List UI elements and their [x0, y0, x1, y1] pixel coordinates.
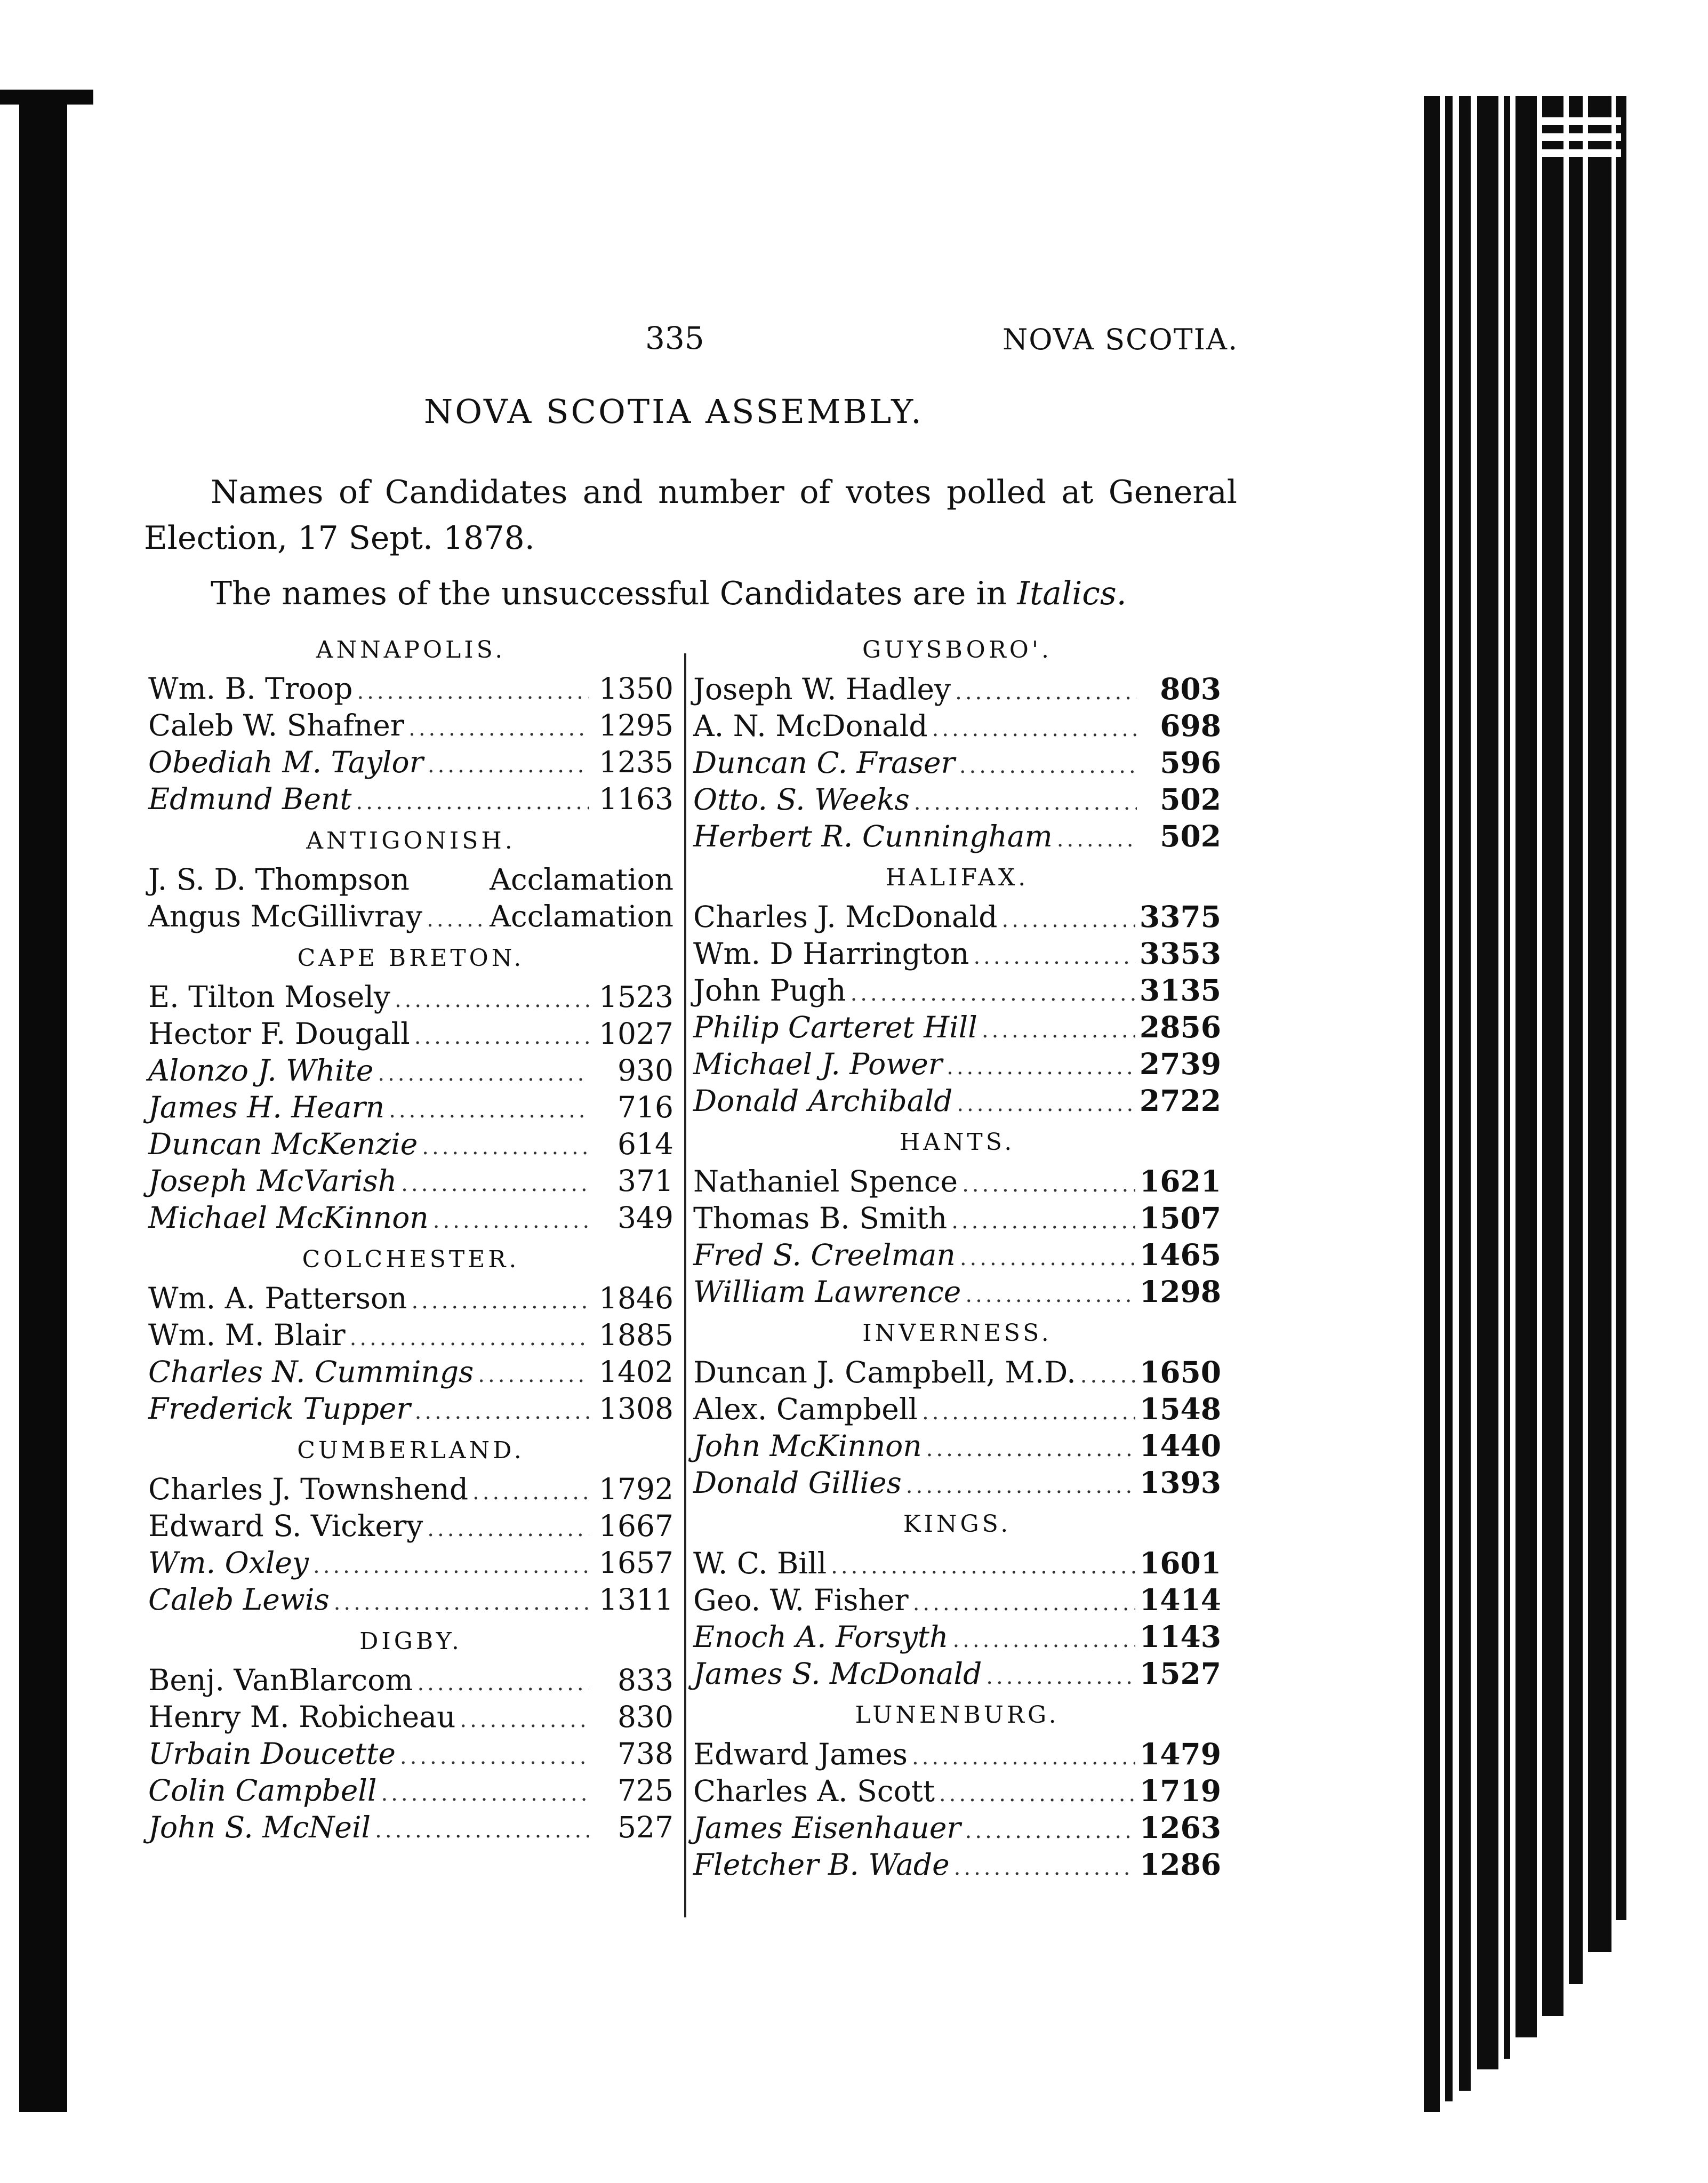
leader-dots	[913, 1585, 1135, 1622]
vote-count: 1667	[599, 1509, 673, 1543]
vote-count: 1548	[1139, 1392, 1221, 1426]
right-column	[693, 632, 1221, 1888]
candidate-row	[148, 1662, 673, 1699]
italics-note-prefix: The names of the unsuccessful Candidates are in	[211, 575, 1007, 612]
candidate-name: Benj. VanBlarcom	[148, 1663, 413, 1697]
leader-dots	[955, 674, 1137, 711]
leader-dots	[472, 1474, 589, 1511]
county-section	[148, 1242, 673, 1427]
candidate-row	[148, 707, 673, 744]
candidate-name: Donald Gillies	[693, 1466, 902, 1500]
candidate-name: Wm. B. Troop	[148, 671, 353, 706]
candidate-row	[693, 1581, 1221, 1618]
vote-count: 3353	[1139, 936, 1221, 971]
county-section	[148, 823, 673, 935]
candidate-name: Fletcher B. Wade	[693, 1848, 950, 1882]
county-heading: GUYSBORO'.	[862, 636, 1052, 663]
candidate-name: Colin Campbell	[148, 1773, 377, 1808]
leader-dots	[906, 1468, 1135, 1505]
candidate-name: W. C. Bill	[693, 1546, 827, 1580]
candidate-row	[693, 972, 1221, 1009]
vote-count: 502	[1160, 782, 1221, 817]
candidate-name: James S. McDonald	[693, 1657, 982, 1691]
candidate-row	[693, 1163, 1221, 1200]
candidate-name: John S. McNeil	[148, 1810, 371, 1844]
vote-count: 1235	[599, 745, 673, 779]
vote-count: 1263	[1139, 1810, 1221, 1845]
leader-dots	[411, 1283, 589, 1320]
candidate-row	[148, 1163, 673, 1200]
candidate-row	[693, 1354, 1221, 1390]
candidate-row	[148, 1471, 673, 1508]
candidate-row	[148, 744, 673, 781]
page-edge-stack	[1418, 96, 1642, 2123]
italics-note	[144, 571, 1237, 617]
candidate-row	[693, 1772, 1221, 1809]
candidate-name: Duncan J. Campbell, M.D.	[693, 1355, 1076, 1389]
vote-count: 930	[618, 1053, 673, 1087]
candidate-row	[693, 1464, 1221, 1501]
leader-dots	[401, 1166, 589, 1203]
leader-dots	[417, 1665, 589, 1702]
candidate-row	[148, 861, 673, 898]
vote-count: 830	[618, 1700, 673, 1734]
leader-dots	[460, 1702, 589, 1739]
candidate-name: Charles A. Scott	[693, 1774, 935, 1808]
leader-dots	[1002, 902, 1135, 939]
vote-count: 1414	[1139, 1582, 1221, 1617]
county-section	[148, 1433, 673, 1618]
candidate-row	[148, 670, 673, 707]
candidate-name: Duncan McKenzie	[148, 1127, 418, 1161]
leader-dots	[356, 784, 589, 821]
candidate-row	[148, 1354, 673, 1390]
vote-count: 1507	[1139, 1201, 1221, 1235]
candidate-row	[148, 1581, 673, 1618]
vote-count: 1402	[599, 1355, 673, 1389]
vote-count: 371	[618, 1164, 673, 1198]
county-heading: CUMBERLAND.	[297, 1437, 525, 1464]
candidate-row	[148, 1772, 673, 1809]
candidate-row	[693, 818, 1221, 854]
candidate-name: John McKinnon	[693, 1429, 922, 1463]
vote-count: 527	[618, 1810, 673, 1844]
candidate-name: Wm. Oxley	[148, 1546, 309, 1580]
leader-dots	[982, 1012, 1135, 1049]
vote-count: 698	[1160, 708, 1221, 743]
candidate-row	[148, 1126, 673, 1163]
candidate-row	[693, 781, 1221, 818]
candidate-name: A. N. McDonald	[693, 709, 928, 743]
candidate-name: Joseph W. Hadley	[693, 672, 951, 706]
leader-dots	[926, 1431, 1135, 1468]
candidate-row	[693, 1846, 1221, 1883]
vote-count: 1650	[1139, 1355, 1221, 1389]
leader-dots	[422, 1129, 589, 1166]
vote-count: 1163	[599, 782, 673, 816]
vote-count: 1027	[599, 1017, 673, 1051]
leader-dots	[922, 1394, 1135, 1431]
vote-count: 1527	[1139, 1656, 1221, 1691]
vote-count: 1846	[599, 1281, 673, 1315]
vote-count: Acclamation	[490, 862, 673, 897]
candidate-row	[148, 1809, 673, 1846]
running-head: NOVA SCOTIA.	[1003, 323, 1239, 356]
leader-dots	[986, 1659, 1135, 1696]
candidate-row	[693, 1009, 1221, 1045]
leader-dots	[912, 1739, 1135, 1776]
candidate-name: Duncan C. Fraser	[693, 746, 955, 780]
vote-count: 502	[1160, 819, 1221, 853]
candidate-row	[693, 1390, 1221, 1427]
candidate-row	[693, 744, 1221, 781]
italics-note-word: Italics.	[1017, 575, 1127, 612]
leader-dots	[831, 1548, 1135, 1585]
candidate-name: Herbert R. Cunningham	[693, 819, 1053, 853]
candidate-name: Edmund Bent	[148, 782, 352, 816]
candidate-row	[148, 1015, 673, 1052]
leader-dots	[973, 939, 1135, 975]
vote-count: 1523	[599, 980, 673, 1014]
candidate-row	[693, 1427, 1221, 1464]
county-section	[148, 1624, 673, 1846]
candidate-row	[148, 898, 673, 935]
page-number: 335	[645, 320, 704, 356]
leader-dots	[350, 1320, 589, 1357]
candidate-row	[148, 979, 673, 1015]
vote-count: 2722	[1139, 1083, 1221, 1118]
candidate-row	[148, 1508, 673, 1545]
left-column	[148, 632, 673, 1851]
county-heading: INVERNESS.	[862, 1320, 1052, 1347]
leader-dots	[408, 710, 589, 747]
vote-count: 2856	[1139, 1010, 1221, 1044]
candidate-name: Donald Archibald	[693, 1084, 953, 1118]
candidate-name: Urbain Doucette	[148, 1737, 396, 1771]
leader-dots	[1057, 821, 1137, 858]
leader-dots	[357, 674, 589, 710]
candidate-name: Caleb Lewis	[148, 1582, 330, 1617]
leader-dots	[433, 1203, 589, 1240]
candidate-row	[693, 935, 1221, 972]
leader-dots	[428, 747, 589, 784]
leader-dots	[914, 785, 1137, 821]
candidate-row	[693, 1236, 1221, 1273]
vote-count: 1479	[1139, 1737, 1221, 1771]
county-section	[693, 1315, 1221, 1501]
vote-count: 1601	[1139, 1546, 1221, 1580]
vote-count: 725	[618, 1773, 673, 1808]
county-heading: HALIFAX.	[885, 864, 1029, 891]
candidate-name: Henry M. Robicheau	[148, 1700, 456, 1734]
candidate-name: Wm. D Harrington	[693, 937, 969, 971]
leader-dots	[959, 748, 1137, 785]
vote-count: 1885	[599, 1318, 673, 1352]
county-section	[693, 632, 1221, 854]
candidate-name: Michael McKinnon	[148, 1201, 429, 1235]
leader-dots	[962, 1166, 1135, 1203]
candidate-name: Edward James	[693, 1737, 908, 1771]
candidate-row	[148, 1390, 673, 1427]
leader-dots	[395, 982, 589, 1019]
candidate-name: Alex. Campbell	[693, 1392, 918, 1426]
candidate-row	[148, 1280, 673, 1317]
candidate-name: Otto. S. Weeks	[693, 782, 910, 817]
candidate-name: Joseph McVarish	[148, 1164, 397, 1198]
leader-dots	[389, 1092, 589, 1129]
vote-count: 1298	[1139, 1274, 1221, 1309]
candidate-name: Wm. A. Patterson	[148, 1281, 407, 1315]
leader-dots	[952, 1622, 1135, 1659]
vote-count: 1621	[1139, 1164, 1221, 1198]
leader-dots	[951, 1203, 1135, 1240]
county-section	[148, 632, 673, 818]
vote-count: 1465	[1139, 1237, 1221, 1272]
candidate-row	[693, 1736, 1221, 1772]
candidate-name: E. Tilton Mosely	[148, 980, 390, 1014]
leader-dots	[381, 1776, 589, 1812]
county-section	[693, 1506, 1221, 1692]
candidate-name: Angus McGillivray	[148, 899, 423, 933]
vote-count: 1311	[599, 1582, 673, 1617]
leader-dots	[932, 711, 1137, 748]
candidate-name: John Pugh	[693, 973, 846, 1007]
vote-count: 803	[1160, 671, 1221, 706]
leader-dots	[313, 1548, 589, 1585]
candidate-name: William Lawrence	[693, 1275, 961, 1309]
leader-dots	[965, 1813, 1135, 1850]
candidate-name: Alonzo J. White	[148, 1053, 374, 1087]
candidate-name: Enoch A. Forsyth	[693, 1620, 949, 1654]
leader-dots	[954, 1850, 1135, 1886]
vote-count: 1143	[1139, 1619, 1221, 1654]
leader-dots	[415, 1394, 589, 1430]
leader-dots	[957, 1086, 1135, 1123]
candidate-row	[693, 1082, 1221, 1119]
candidate-name: Charles J. McDonald	[693, 900, 998, 934]
candidate-row	[148, 1052, 673, 1089]
vote-count: 1792	[599, 1472, 673, 1506]
county-section	[148, 940, 673, 1236]
candidate-row	[693, 1655, 1221, 1692]
candidate-name: Michael J. Power	[693, 1047, 943, 1081]
vote-count: 1657	[599, 1546, 673, 1580]
page-title: NOVA SCOTIA ASSEMBLY.	[424, 392, 924, 431]
candidate-name: Hector F. Dougall	[148, 1017, 410, 1051]
candidate-name: Charles J. Townshend	[148, 1472, 469, 1506]
leader-dots	[947, 1049, 1135, 1086]
book-spine	[19, 96, 67, 2112]
county-heading: COLCHESTER.	[302, 1246, 520, 1273]
candidate-name: Caleb W. Shafner	[148, 708, 405, 742]
candidate-row	[148, 1089, 673, 1126]
vote-count: 349	[618, 1201, 673, 1235]
leader-dots	[939, 1776, 1135, 1813]
candidate-row	[693, 1273, 1221, 1310]
leader-dots	[427, 1511, 589, 1548]
candidate-row	[693, 1809, 1221, 1846]
leader-dots	[965, 1277, 1135, 1314]
candidate-name: J. S. D. Thompson	[148, 862, 410, 897]
leader-dots	[851, 975, 1135, 1012]
vote-count: 1350	[599, 671, 673, 706]
vote-count: 738	[618, 1737, 673, 1771]
vote-count: 3135	[1139, 973, 1221, 1007]
county-section	[693, 1697, 1221, 1883]
candidate-row	[693, 1618, 1221, 1655]
intro-text	[144, 469, 1237, 617]
candidate-name: James Eisenhauer	[693, 1811, 961, 1845]
leader-dots	[400, 1739, 589, 1776]
candidate-row	[693, 670, 1221, 707]
candidate-row	[693, 898, 1221, 935]
leader-dots	[427, 901, 485, 938]
county-heading: HANTS.	[899, 1129, 1015, 1156]
vote-count: 1440	[1139, 1428, 1221, 1463]
vote-count: 1719	[1139, 1773, 1221, 1808]
candidate-name: Charles N. Cummings	[148, 1355, 474, 1389]
candidate-row	[693, 1045, 1221, 1082]
vote-count: 1295	[599, 708, 673, 742]
vote-count: 3375	[1139, 899, 1221, 934]
county-heading: ANTIGONISH.	[306, 827, 516, 854]
column-rule	[684, 653, 686, 1917]
leader-dots	[334, 1585, 589, 1621]
candidate-row	[148, 1699, 673, 1736]
leader-dots	[960, 1240, 1135, 1277]
intro-line: Names of Candidates and number of votes polled at General Election, 17 Sept. 1878.	[144, 474, 1237, 557]
candidate-row	[148, 1317, 673, 1354]
candidate-row	[693, 707, 1221, 744]
vote-count: 1286	[1139, 1847, 1221, 1882]
candidate-name: Philip Carteret Hill	[693, 1010, 977, 1044]
candidate-name: Frederick Tupper	[148, 1392, 411, 1426]
leader-dots	[1080, 1357, 1135, 1394]
vote-count: 833	[618, 1663, 673, 1697]
vote-count: 1393	[1139, 1465, 1221, 1500]
candidate-name: Edward S. Vickery	[148, 1509, 423, 1543]
vote-count: 614	[618, 1127, 673, 1161]
leader-dots	[414, 1019, 589, 1055]
candidate-name: Fred S. Creelman	[693, 1238, 956, 1272]
candidate-row	[148, 1736, 673, 1772]
candidate-row	[148, 781, 673, 818]
candidate-row	[148, 1545, 673, 1581]
vote-count: 716	[618, 1090, 673, 1124]
county-heading: ANNAPOLIS.	[316, 636, 506, 663]
candidate-name: Wm. M. Blair	[148, 1318, 346, 1352]
candidate-row	[148, 1200, 673, 1236]
candidate-name: Geo. W. Fisher	[693, 1583, 909, 1617]
candidate-row	[693, 1200, 1221, 1236]
vote-count: 1308	[599, 1392, 673, 1426]
leader-dots	[375, 1812, 589, 1849]
candidate-name: Nathaniel Spence	[693, 1164, 958, 1198]
county-heading: KINGS.	[903, 1510, 1012, 1538]
candidate-name: James H. Hearn	[148, 1090, 385, 1124]
candidate-row	[693, 1545, 1221, 1581]
county-section	[693, 1124, 1221, 1310]
county-heading: DIGBY.	[359, 1628, 462, 1655]
leader-dots	[378, 1055, 589, 1092]
leader-dots	[478, 1357, 589, 1394]
candidate-name: Obediah M. Taylor	[148, 745, 423, 779]
vote-count: 2739	[1139, 1046, 1221, 1081]
county-heading: CAPE BRETON.	[297, 945, 525, 972]
county-section	[693, 860, 1221, 1119]
county-heading: LUNENBURG.	[855, 1701, 1060, 1729]
vote-count: 596	[1160, 745, 1221, 780]
vote-count: Acclamation	[490, 899, 673, 933]
candidate-name: Thomas B. Smith	[693, 1201, 948, 1235]
